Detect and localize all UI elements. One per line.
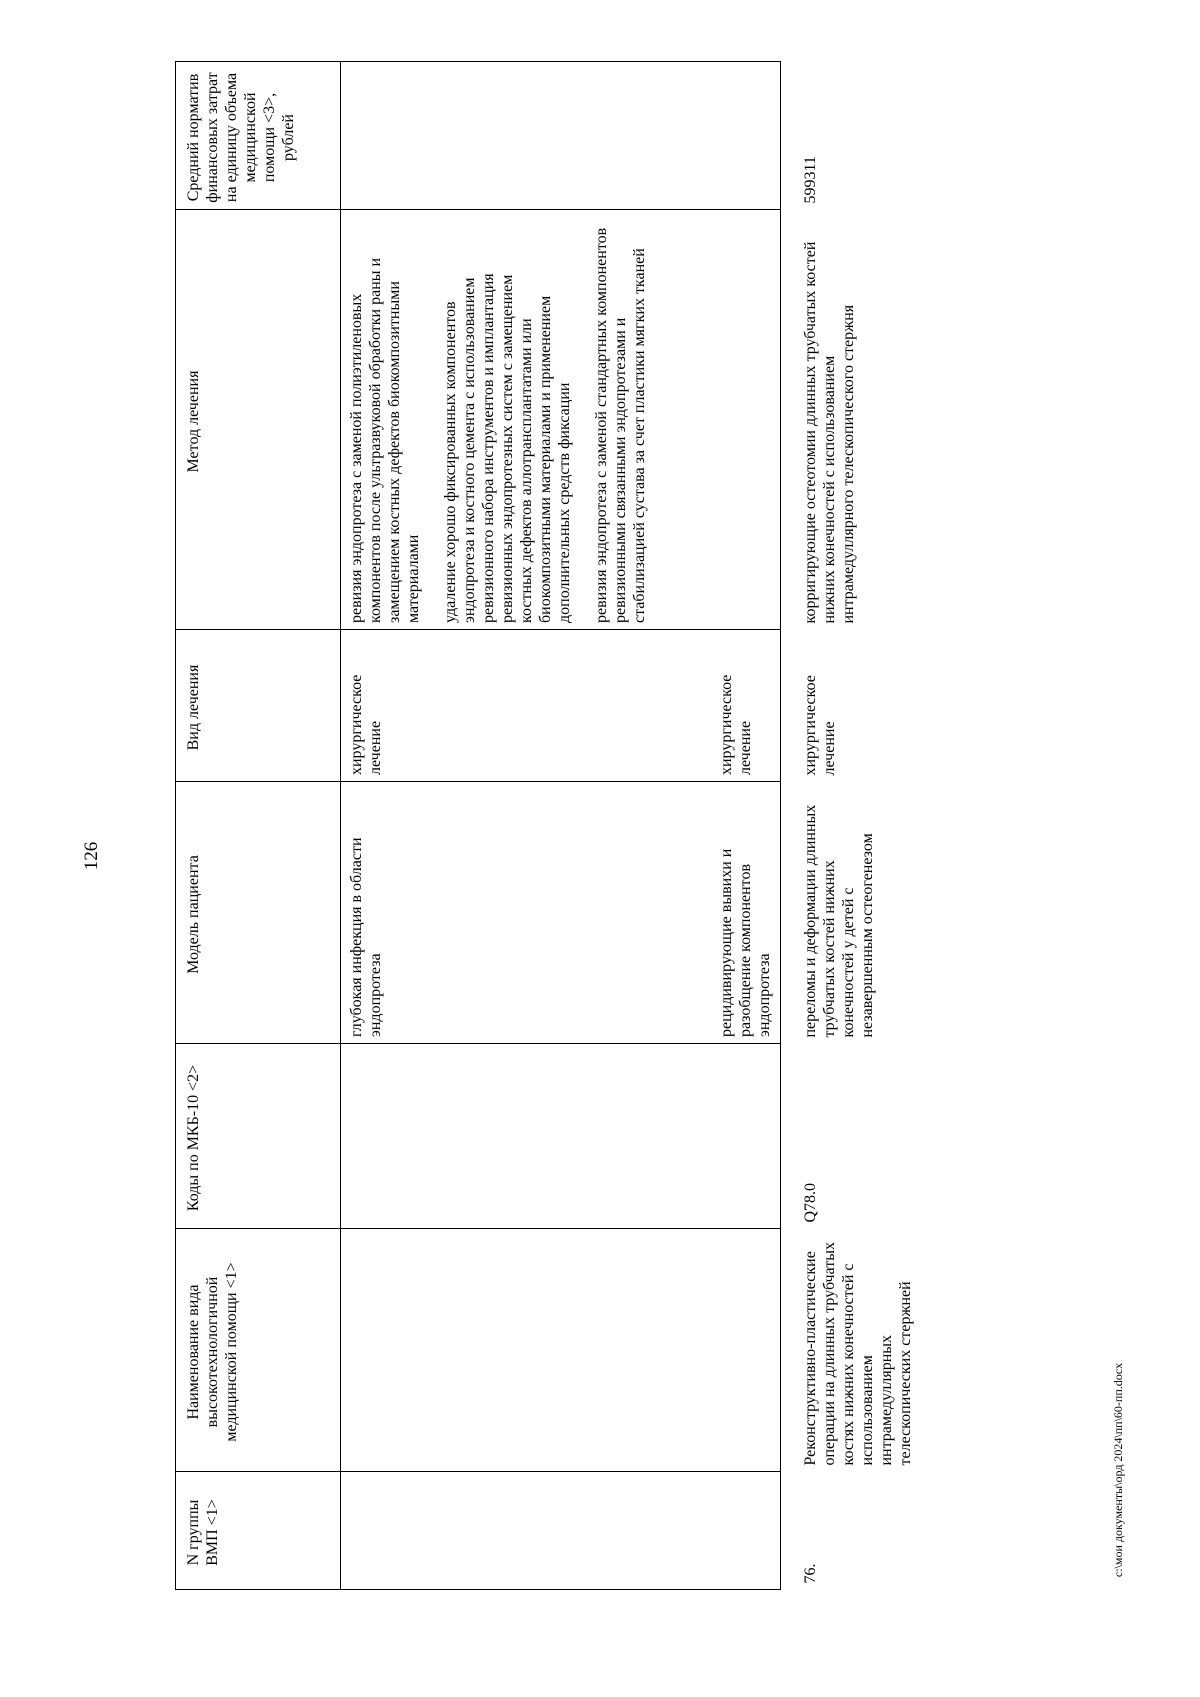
table-row (781, 62, 922, 1590)
model-text: глубокая инфекция в области эндопротеза (348, 837, 384, 1037)
table-header-row (176, 62, 341, 1590)
header-name: Наименование вида высокотехнологичной медицинской помощи <1> (176, 1229, 341, 1472)
cell-codes (341, 1044, 781, 1229)
vmp-table (175, 61, 921, 1590)
header-model: Модель пациента (176, 782, 341, 1044)
cell-name: Реконструктивно-пластические операции на длинных трубчатых костях нижних конечностей с использованием интрамедуллярных телескопических стержней (802, 1242, 914, 1466)
header-cost: Средний норматив финансовых затрат на единицу объема медицинской помощи <3>, рублей (176, 62, 341, 210)
cell-method (341, 210, 781, 630)
method-text: ревизия эндопротеза с заменой стандартных компонентов ревизионными связанными эндопротезами и стабилизацией сустава за счет пластики мягких тканей (593, 227, 648, 623)
table-row (341, 62, 781, 1590)
cell-treatment-type: хирургическое лечение (802, 675, 838, 776)
treatment-type-text: хирургическое лечение (718, 674, 754, 775)
model-text: рецидивирующие вывихи и разобщение компонентов эндопротеза (718, 848, 773, 1037)
method-text: удаление хорошо фиксированных компонентов эндопротеза и костного цемента с использованием ревизионного набора инструментов и имплантация ревизионных эндопротезных систем с замещением костных дефектов аллотрансплантатами или биокомпозитными материалами и применением дополнительных средств фиксации (442, 273, 573, 623)
cell-method: корригирующие остеотомии длинных трубчатых костей нижних конечностей с использованием интрамедуллярного телескопического стержня (802, 241, 857, 624)
cell-cost (341, 62, 781, 210)
cell-group-no: 76. (802, 1563, 819, 1584)
rotated-page (175, 62, 1175, 1590)
header-treatment-type: Вид лечения (176, 630, 341, 782)
cell-model: переломы и деформации длинных трубчатых костей нижних конечностей у детей с незавершенным остеогенезом (802, 804, 876, 1038)
page-number: 126 (81, 841, 102, 871)
cell-codes: Q78.0 (802, 1182, 819, 1223)
header-method: Метод лечения (176, 210, 341, 630)
cell-cost: 599311 (802, 156, 819, 204)
cell-group-no (341, 1472, 781, 1590)
cell-name (341, 1229, 781, 1472)
treatment-type-text: хирургическое лечение (348, 674, 384, 775)
header-codes: Коды по МКБ-10 <2> (176, 1044, 341, 1229)
footer-file-path: c:\мои документы\орд 2024\пп\60-пп.docx (1111, 1362, 1125, 1578)
cell-treatment-type (341, 630, 781, 782)
cell-model (341, 782, 781, 1044)
method-text: ревизия эндопротеза с заменой полиэтиленовых компонентов после ультразвуковой обработки раны и замещением костных дефектов биокомпозитными материалами (348, 257, 422, 623)
header-group-no: N группы ВМП <1> (176, 1472, 341, 1590)
